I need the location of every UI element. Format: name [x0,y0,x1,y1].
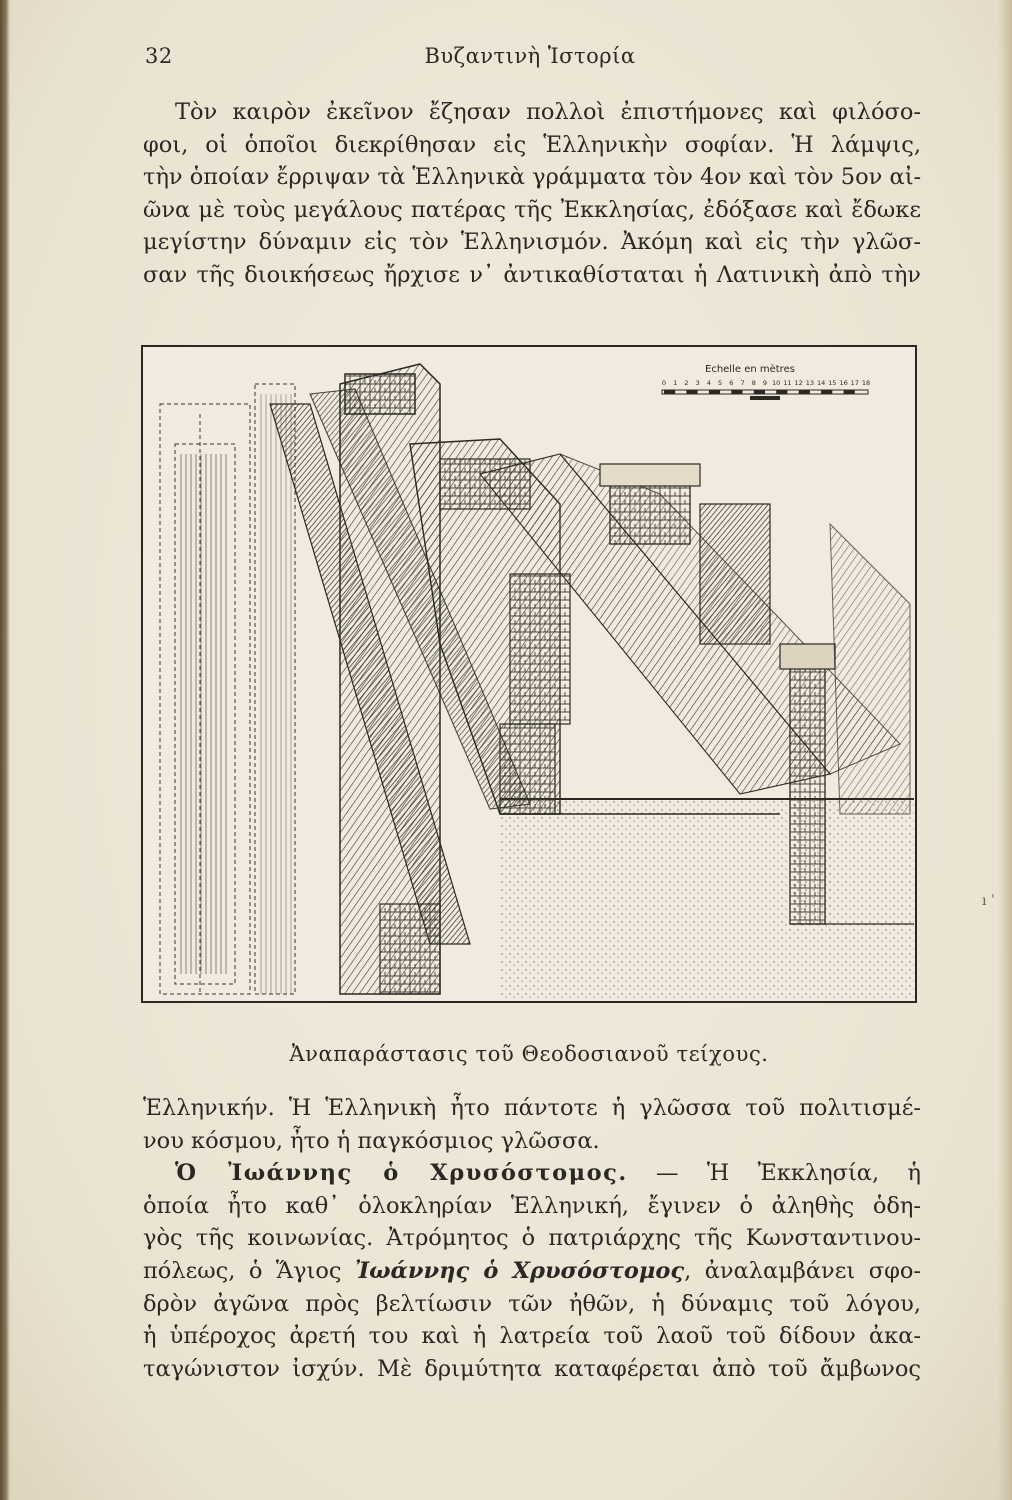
text-line: μεγίστην δύναμιν εἰς τὸν Ἑλληνισμόν. Ἀκόμη καὶ εἰς τὴν γλῶσ- [143,229,921,256]
text-line: νου κόσμου, ἦτο ἡ παγκόσμιος γλῶσσα. [143,1127,600,1154]
scale-tick-label: 4 [706,379,711,387]
scale-segment [776,390,787,394]
scale-tick-label: 18 [861,379,871,387]
text-line: δρὸν ἀγῶνα πρὸς βελτίωσιν τῶν ἠθῶν, ἡ δύναμις τοῦ λόγου, [143,1290,921,1317]
scale-tick-label: 6 [729,379,734,387]
text-line: ῶνα μὲ τοὺς μεγάλους πατέρας τῆς Ἐκκλησίας, ἐδόξασε καὶ ἔδωκε [143,196,921,223]
text-line [143,1255,921,1288]
text-line: Τὸν καιρὸν ἐκεῖνον ἔζησαν πολλοὶ ἐπιστήμονες καὶ φιλόσο- [175,99,921,125]
page-number: 32 [145,44,173,68]
page-edge [998,0,1012,1500]
scale-tick-label: 17 [850,379,859,387]
theodosian-wall-engraving [140,344,918,1004]
text-line: Ἑλληνικήν. Ἡ Ἑλληνικὴ ἦτο πάντοτε ἡ γλῶσσα τοῦ πολιτισμέ- [143,1095,921,1121]
scale-tick-label: 7 [740,379,745,387]
text-segment: πόλεως, ὁ Ἅγιος [143,1257,355,1284]
text-segment: , ἀναλαμβάνει σφο- [684,1257,921,1284]
scale-tick-label: 15 [828,379,837,387]
page-gutter-shadow [0,0,10,1500]
text-line: ὁποία ἦτο καθ᾽ ὁλοκληρίαν Ἑλληνική, ἔγινεν ὁ ἀληθὴς ὁδη- [143,1192,921,1219]
scale-tick-label: 0 [661,379,667,387]
scale-segment [686,390,697,394]
ground [500,799,914,999]
text-line: φοι, οἱ ὁποῖοι διεκρίθησαν εἰς Ἑλληνικὴν σοφίαν. Ἡ λάμψις, [143,131,921,158]
running-title: Βυζαντινὴ Ἱστορία [424,44,636,68]
scale-tick-label: 16 [839,379,848,387]
scale-tick-label: 12 [794,379,803,387]
scale-tick-label: 1 [673,379,678,387]
scale-tick-label: 11 [783,379,792,387]
text-line: ταγώνιστον ἰσχύν. Μὲ δριμύτητα καταφέρεται ἀπὸ τοῦ ἄμβωνος [143,1355,921,1382]
text-segment: — Ἡ Ἐκκλησία, ἡ [627,1160,921,1187]
section-heading-line [143,1157,921,1190]
scale-title: Echelle en mètres [705,364,795,375]
scale-tick-label: 14 [816,379,826,387]
text-line: γὸς τῆς κοινωνίας. Ἀτρόμητος ὁ πατριάρχης τῆς Κωνσταντινου- [143,1225,921,1252]
scale-tick-label: 13 [805,379,815,387]
section-heading: Ὁ Ἰωάννης ὁ Χρυσόστομος. [175,1160,628,1187]
scale-segment [844,390,855,394]
scale-segment [799,390,810,394]
margin-mark: ı ˈ [982,893,995,909]
text-line: σαν τῆς διοικήσεως ἤρχισε ν᾽ ἀντικαθίσταται ἡ Λατινικὴ ἀπὸ τὴν [143,261,921,288]
scale-tick-label: 10 [772,379,781,387]
scale-tick-label: 8 [751,379,756,387]
scale-tick-label: 2 [684,379,689,387]
scale-segment [821,390,832,394]
scale-tick-label: 5 [718,379,723,387]
bottom-paragraph [143,1092,921,1385]
scale-tick-label: 3 [695,379,700,387]
page-header [145,40,915,74]
figure-caption: Ἀναπαράστασις τοῦ Θεοδοσιανοῦ τείχους. [289,1042,769,1066]
emphasized-name: Ἰωάννης ὁ Χρυσόστομος [354,1257,685,1284]
scale-segment [709,390,720,394]
wall-reconstruction-figure [140,344,918,1004]
text-line: ἡ ὑπέροχος ἀρετή του καὶ ἡ λατρεία τοῦ λαοῦ τοῦ δίδουν ἀκα- [143,1323,921,1350]
scale-segment [731,390,742,394]
top-paragraph [143,96,921,292]
scale-segment [754,390,765,394]
text-line: τὴν ὁποίαν ἔρριψαν τὰ Ἑλληνικὰ γράμματα τὸν 4ον καὶ τὸν 5ον αἰ- [143,164,922,191]
scale-segment [664,390,675,394]
scale-tick-label: 9 [762,379,768,387]
